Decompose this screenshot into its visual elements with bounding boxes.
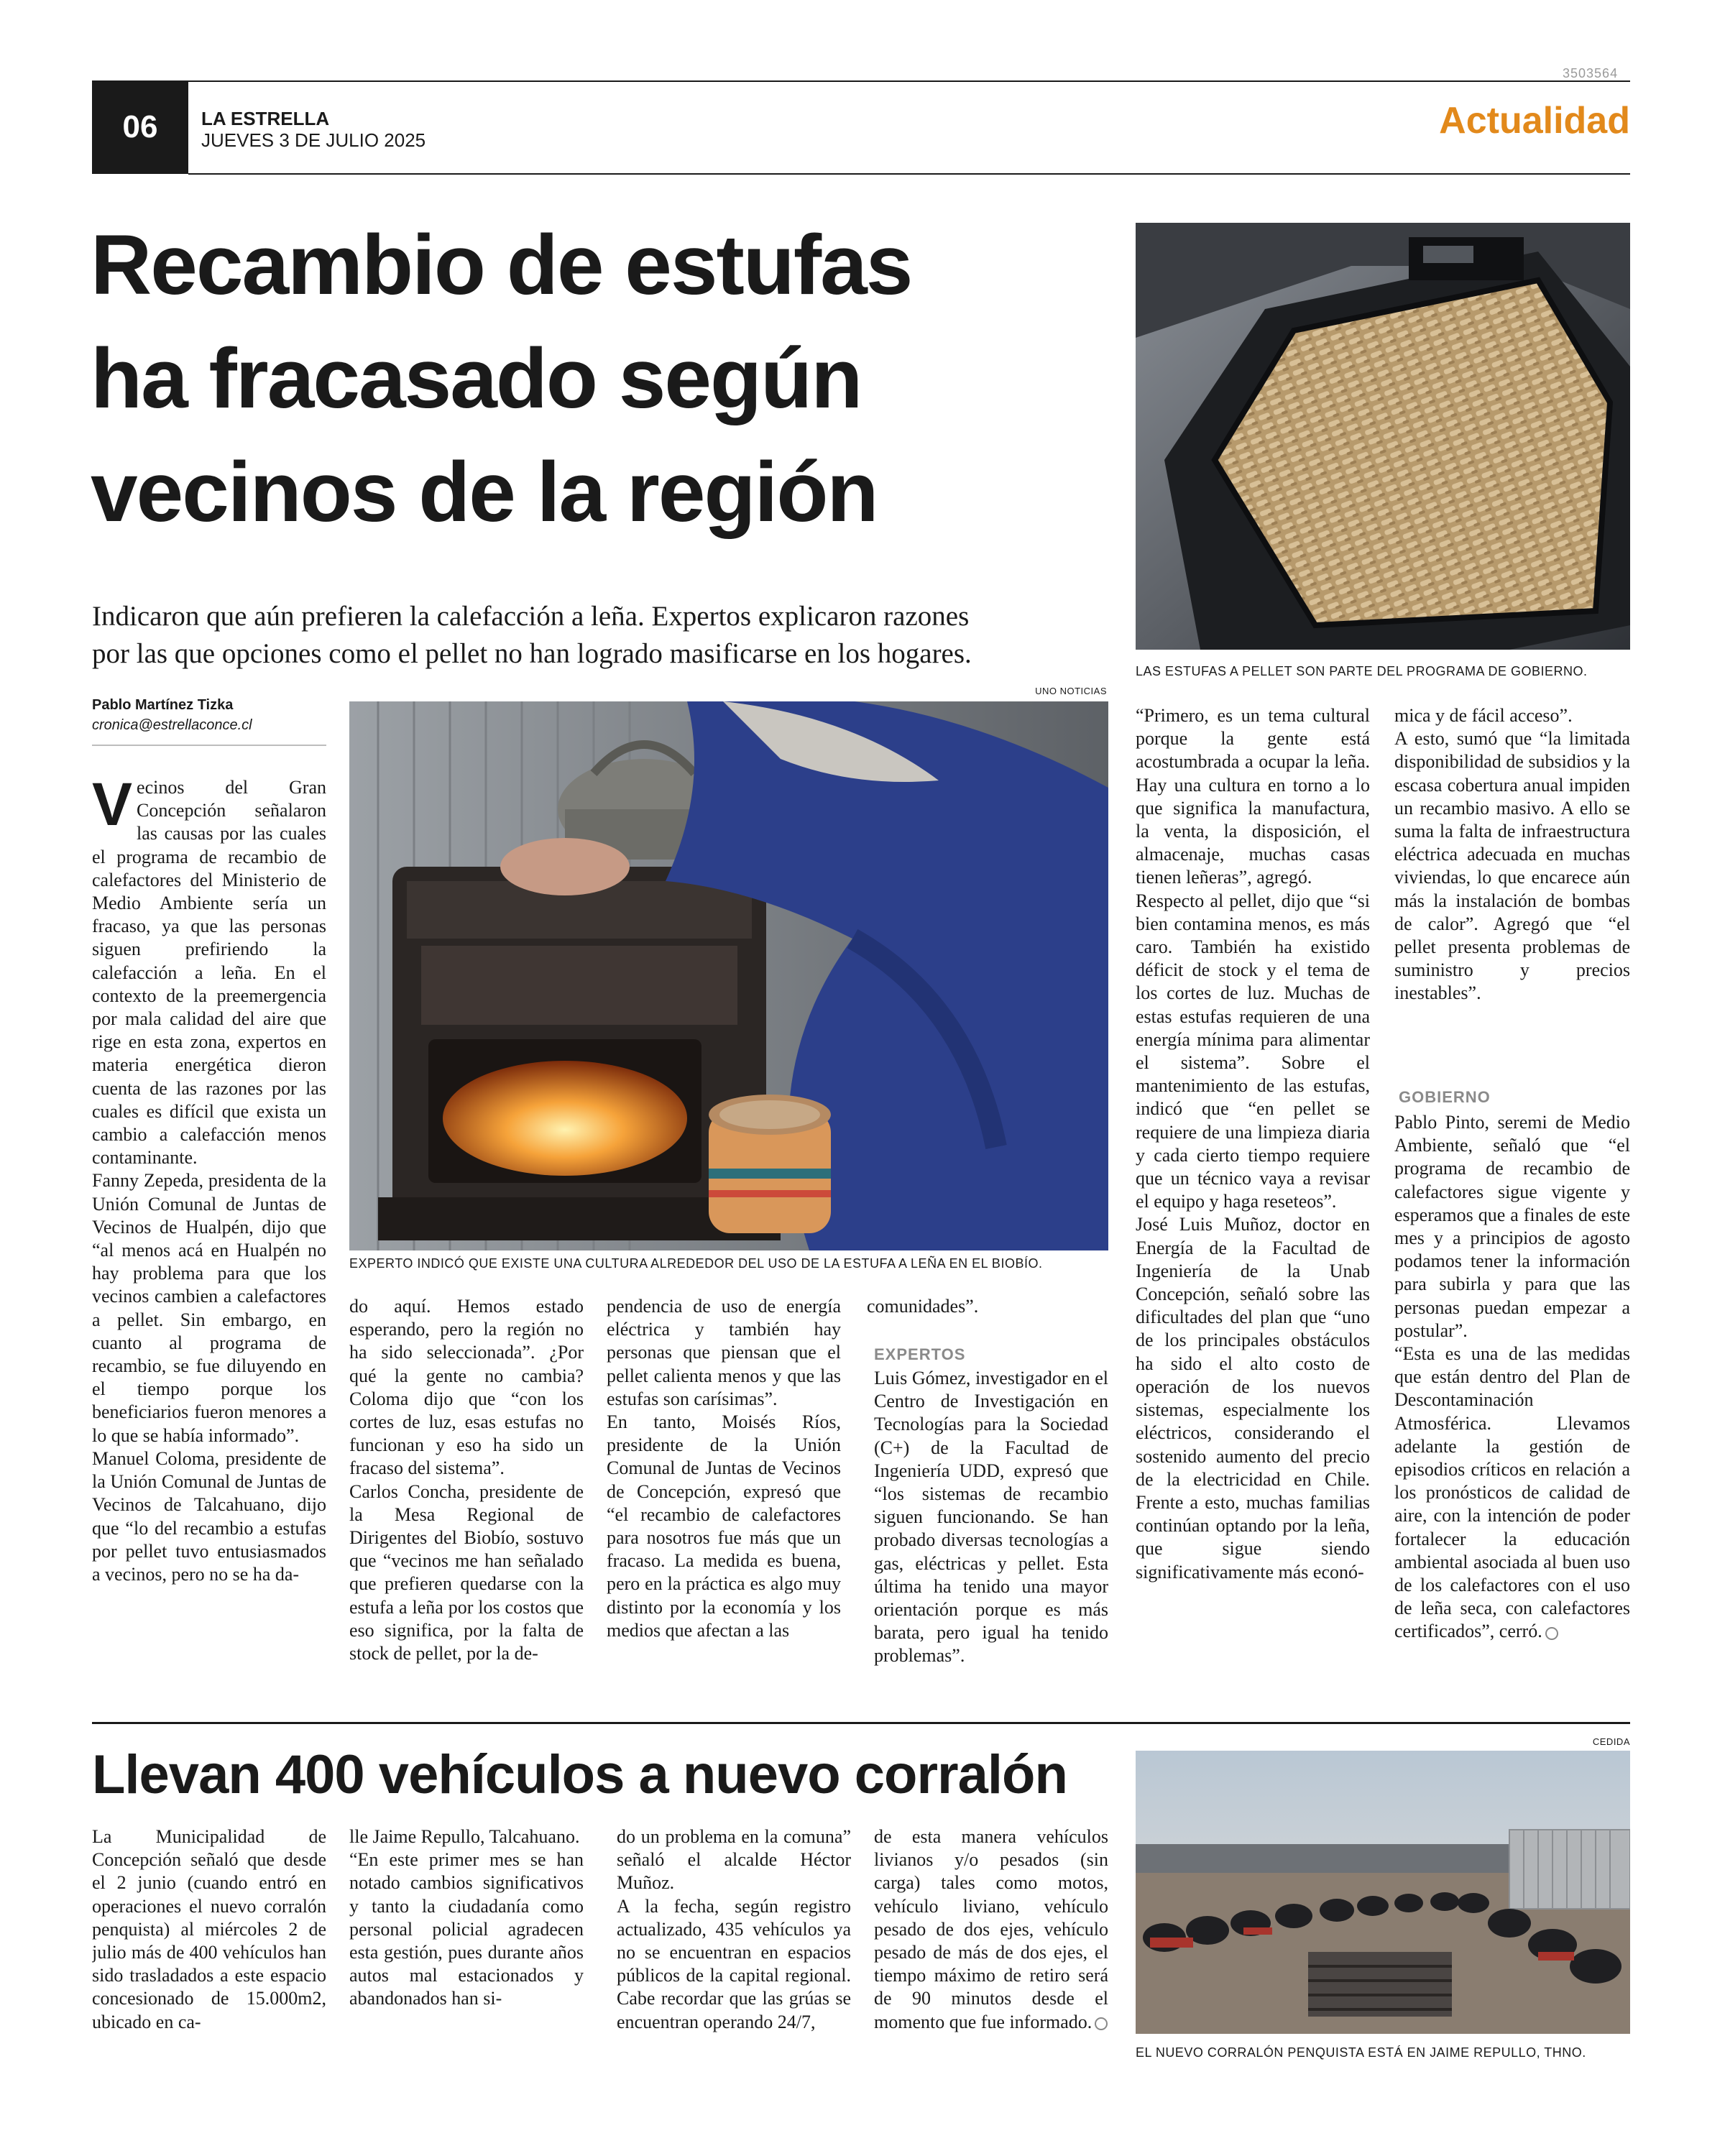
wood-stove-photo	[349, 701, 1108, 1250]
issue-date: JUEVES 3 DE JULIO 2025	[201, 129, 426, 151]
end-of-article-icon-2	[1095, 2017, 1108, 2030]
end-of-article-icon	[1545, 1627, 1558, 1640]
subhead-expertos: EXPERTOS	[874, 1345, 966, 1363]
corralon-photo	[1136, 1751, 1630, 2034]
article-column-4-top: comunidades”.	[867, 1296, 979, 1317]
corralon-photo-credit: CEDIDA	[1592, 1736, 1630, 1747]
pellet-stove-photo	[1136, 223, 1630, 650]
header-bottom-rule	[188, 173, 1630, 175]
article-column-1	[92, 776, 326, 1710]
author-name: Pablo Martínez Tizka	[92, 697, 234, 713]
reference-code: 3503564	[1563, 66, 1619, 80]
corralon-column-1: La Municipalidad de Concepción señaló que desde el 2 junio (cuando entró en operaciones el nuevo corralón penquista) al miércoles 2 de julio más de 400 vehículos han sido trasladados a este espacio concesionado de 15.000m2, ubicado en ca-	[92, 1826, 326, 2032]
page-number: 06	[92, 80, 188, 174]
corralon-photo-caption: EL NUEVO CORRALÓN PENQUISTA ESTÁ EN JAIME REPULLO, THNO.	[1136, 2045, 1586, 2060]
subheadline: Indicaron que aún prefieren la calefacción a leña. Expertos explicaron razones por las que opciones como el pellet no han logrado masificarse en los hogares.	[92, 601, 972, 669]
article-separator	[92, 1722, 1630, 1724]
article-column-4: Luis Gómez, investigador en el Centro de Investigación en Tecnologías para la Sociedad (C+) de la Facultad de Ingeniería UDD, expresó que “los sistemas de recambio siguen funcionando. Se han probado diversas tecnologías a gas, eléctricas y pellet. Esta última ha tenido una mayor orientación porque es más barata, pero igual ha tenido problemas”.	[874, 1368, 1108, 1667]
article-column-3: pendencia de uso de energía eléctrica y también hay personas que piensan que el pellet calienta menos y que las estufas son carísimas”. En tanto, Moisés Ríos, presidente de la Unión Comunal de Juntas de Vecinos de Concepción, expresó que “el recambio de calefactores para nosotros fue más que un fracaso. La medida es buena, pero en la práctica es algo muy distinto por la economía y los medios que afectan a las	[607, 1296, 841, 1641]
second-headline: Llevan 400 vehículos a nuevo corralón	[92, 1744, 1067, 1805]
article-column-5: “Primero, es un tema cultural porque la gente está acostumbrada a ocupar la leña. Hay una cultura en torno a lo que significa la manufactura, la venta, la disposición, el almacenaje, muchas casas tienen leñeras”, agregó. Respecto al pellet, dijo que “si bien contamina menos, es más caro. También ha existido déficit de stock y el tema de los cortes de luz. Muchas de estas estufas requieren de una energía mínima para alimentar el sistema”. Sobre el mantenimiento de las estufas, indicó que “en pellet se requiere de una limpieza diaria y cada cierto tiempo requiere que un técnico vaya a revisar el equipo y haga reseteos”. José Luis Muñoz, doctor en Energía de la Facultad de Ingeniería de la Unab Concepción, señaló sobre las dificultades del plan que “uno de los principales obstáculos ha sido el alto costo de operación de los nuevos sistemas, especialmente los eléctricos, considerando el sostenido aumento del precio de la electricidad en Chile. Frente a esto, muchas familias continúan optando por la leña, que sigue siendo significativamente más econó-	[1136, 705, 1370, 1583]
main-photo-caption: EXPERTO INDICÓ QUE EXISTE UNA CULTURA ALREDEDOR DEL USO DE LA ESTUFA A LEÑA EN EL BIOBÍO.	[349, 1256, 1043, 1271]
corralon-image	[1136, 1751, 1630, 2034]
subhead-gobierno: GOBIERNO	[1399, 1088, 1491, 1106]
main-photo-credit: UNO NOTICIAS	[1035, 686, 1107, 696]
section-label: Actualidad	[1439, 100, 1630, 142]
corralon-column-3: do un problema en la comuna” señaló el alcalde Héctor Muñoz. A la fecha, según registro actualizado, 435 vehículos ya no se encuentran en espacios públicos de la capital regional. Cabe recordar que las grúas se encuentran operando 24/7,	[617, 1826, 851, 2032]
drop-cap: V	[92, 776, 133, 838]
corralon-column-2: lle Jaime Repullo, Talcahuano. “En este primer mes se han notado cambios significativos y tanto la ciudadanía como personal policial agradecen esta gestión, pues durante años autos mal estacionados y abandonados han si-	[349, 1826, 584, 2009]
pellet-photo-image	[1136, 223, 1630, 650]
main-headline: Recambio de estufas ha fracasado según vecinos de la región	[91, 218, 912, 540]
column-1-text: ecinos del Gran Concepción señalaron las causas por las cuales el programa de recambio de calefactores del Ministerio de Medio Ambiente sería un fracaso, ya que las personas siguen prefiriendo la calefacción a leña. En el contexto de la preemergencia por mala calidad del aire que rige en esta zona, expertos en materia energética dieron cuenta de las razones por las cuales es difícil que exista un cambio a calefacción menos contaminante. Fanny Zepeda, presidenta de la Unión Comunal de Juntas de Vecinos de Hualpén, dijo que “al menos acá en Hualpén no hay problema para que los vecinos cambien a calefactores a pellet. Sin embargo, en cuanto al programa de recambio, se fue diluyendo en el tiempo porque los beneficiarios fueron menores a lo que se había informado”. Manuel Coloma, presidente de la Unión Comunal de Juntas de Vecinos de Talcahuano, dijo que “lo del recambio a estufas por pellet tuvo entusiasmados a vecinos, pero no se ha da-	[92, 777, 326, 1585]
byline-rule	[92, 745, 326, 746]
article-column-6-top: mica y de fácil acceso”. A esto, sumó que “la limitada disponibilidad de subsidios y la escasa cobertura anual impiden un recambio masivo. A ello se suma la falta de infraestructura eléctrica adecuada en muchas viviendas, lo que encarece aún más la instalación de bombas de calor”. Agregó que “el pellet presenta problemas de suministro y precios inestables”.	[1394, 705, 1630, 1004]
article-column-2: do aquí. Hemos estado esperando, pero la región no ha sido seleccionada”. ¿Por qué la gente no cambia? Coloma dijo que “con los cortes de luz, esas estufas no funcionan y eso ha sido un fracaso del sistema”. Carlos Concha, presidente de la Mesa Regional de Dirigentes del Biobío, sostuvo que “vecinos me han señalado que prefieren quedarse con la estufa a leña por los costos que eso significa, por la falta de stock de pellet, por la de-	[349, 1296, 584, 1664]
pellet-photo-caption: LAS ESTUFAS A PELLET SON PARTE DEL PROGRAMA DE GOBIERNO.	[1136, 664, 1588, 678]
corralon-column-4-text: de esta manera vehículos livianos y/o pesados (sin carga) tales como motos, vehículo liviano, vehículo pesado de dos ejes, vehículo pesado de más de dos ejes, el tiempo máximo de retiro será de 90 minutos desde el momento que fue informado.	[874, 1826, 1108, 2032]
corralon-column-4	[874, 1825, 1108, 2055]
wood-stove-image	[349, 701, 1108, 1250]
author-email: cronica@estrellaconce.cl	[92, 717, 252, 733]
column-6-text: Pablo Pinto, seremi de Medio Ambiente, señaló que “el programa de recambio de calefactores sigue vigente y esperamos que a finales de este mes y a principios de agosto podamos tener la información para subirla y para que las personas puedan empezar a postular”. “Esta es una de las medidas que están dentro del Plan de Descontaminación Atmosférica. Llevamos adelante la gestión de episodios críticos en relación a los pronósticos de calidad de aire, con la intención de poder fortalecer la educación ambiental asociada al buen uso de los calefactores con el uso de leña seca, con calefactores certificados”, cerró.	[1394, 1112, 1630, 1642]
header-top-rule	[92, 80, 1630, 82]
newspaper-name: LA ESTRELLA	[201, 108, 330, 129]
article-column-6	[1394, 1111, 1630, 1710]
